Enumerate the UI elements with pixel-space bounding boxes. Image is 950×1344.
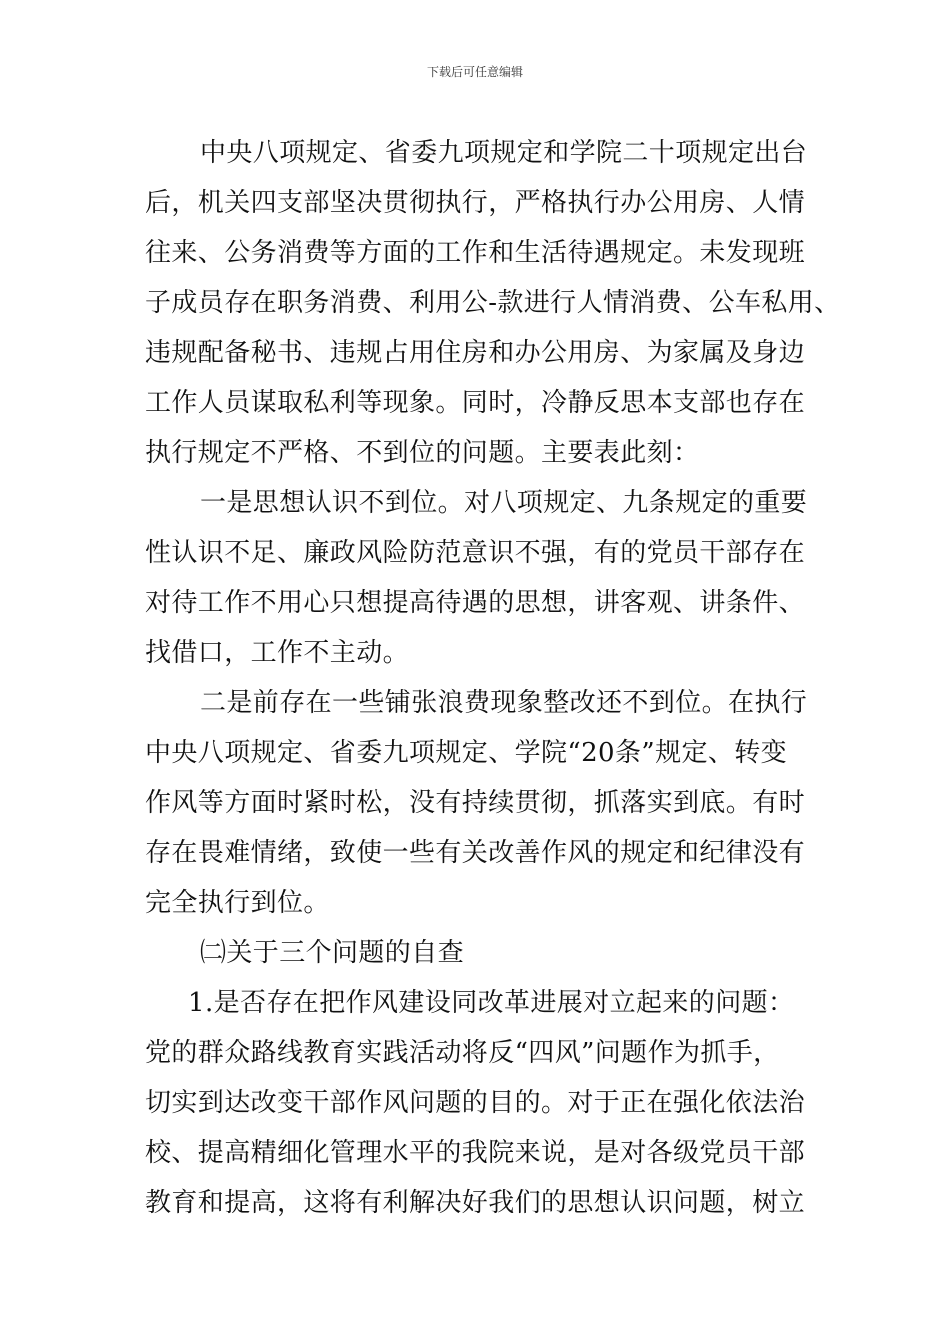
- paragraph-line: 教育和提高，这将有利解决好我们的思想认识问题，树立: [145, 1188, 806, 1218]
- paragraph-line: 往来、公务消费等方面的工作和生活待遇规定。未发现班: [145, 238, 806, 268]
- paragraph-line: 1.是否存在把作风建设同改革进展对立起来的问题：: [188, 988, 795, 1018]
- page-header-note: 下载后可任意编辑: [426, 65, 523, 79]
- paragraph-line: 性认识不足、廉政风险防范意识不强，有的党员干部存在: [145, 538, 806, 568]
- paragraph-line: 二是前存在一些铺张浪费现象整改还不到位。在执行: [200, 688, 808, 718]
- paragraph-line: 中央八项规定、省委九项规定和学院二十项规定出台: [200, 138, 808, 168]
- paragraph-line: 执行规定不严格、不到位的问题。主要表此刻：: [145, 438, 700, 468]
- paragraph-line: 完全执行到位。: [145, 888, 330, 918]
- paragraph-line: 违规配备秘书、违规占用住房和办公用房、为家属及身边: [145, 338, 806, 368]
- paragraph-line: 存在畏难情绪，致使一些有关改善作风的规定和纪律没有: [145, 838, 806, 868]
- section-heading: ㈡关于三个问题的自查: [200, 938, 465, 968]
- paragraph-line: 一是思想认识不到位。对八项规定、九条规定的重要: [200, 488, 808, 518]
- paragraph-line: 找借口，工作不主动。: [145, 638, 410, 668]
- paragraph-line: 后，机关四支部坚决贯彻执行，严格执行办公用房、人情: [145, 188, 806, 218]
- paragraph-line: 子成员存在职务消费、利用公-款进行人情消费、公车私用、: [145, 288, 841, 318]
- paragraph-line: 切实到达改变干部作风问题的目的。对于正在强化依法治: [145, 1088, 806, 1118]
- paragraph-line: 对待工作不用心只想提高待遇的思想，讲客观、讲条件、: [145, 588, 806, 618]
- paragraph-line: 作风等方面时紧时松，没有持续贯彻，抓落实到底。有时: [145, 788, 806, 818]
- paragraph-line: 工作人员谋取私利等现象。同时，冷静反思本支部也存在: [145, 388, 806, 418]
- paragraph-line: 党的群众路线教育实践活动将反“四风”问题作为抓手，: [145, 1038, 780, 1068]
- document-body: [145, 128, 845, 1228]
- paragraph-line: 校、提高精细化管理水平的我院来说，是对各级党员干部: [145, 1138, 806, 1168]
- paragraph-line: 中央八项规定、省委九项规定、学院“20条”规定、转变: [145, 738, 788, 768]
